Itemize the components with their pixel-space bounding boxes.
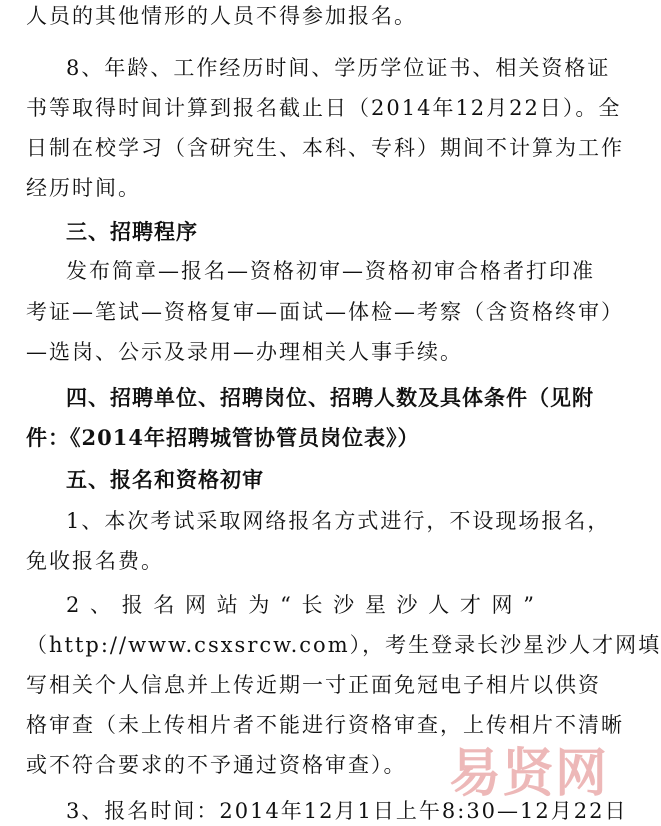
text-line-3: 书等取得时间计算到报名截止日（2014年12月22日）。全 [26,96,622,120]
text-line-19: 或不符合要求的不予通过资格审查）。 [26,753,407,777]
text-line-13: 1、本次考试采取网络报名方式进行，不设现场报名， [66,509,611,533]
text-line-7: 发布简章—报名—资格初审—资格初审合格者打印准 [66,259,595,283]
text-line-20: 3、报名时间：2014年12月1日上午8:30—12月22日 [66,799,628,823]
text-line-16: （http://www.csxsrcw.com），考生登录长沙星沙人才网填 [26,633,661,657]
text-line-18: 格审查（未上传相片者不能进行资格审查，上传相片不清晰 [26,713,624,737]
text-line-14: 免收报名费。 [26,549,164,573]
section-heading-5: 五、报名和资格初审 [66,467,264,492]
text-line-4: 日制在校学习（含研究生、本科、专科）期间不计算为工作 [26,136,624,160]
watermark-logo: 易贤网 [448,744,608,804]
section-heading-4: 四、招聘单位、招聘岗位、招聘人数及具体条件（见附 [66,385,594,410]
text-line-8: 考证—笔试—资格复审—面试—体检—考察（含资格终审） [26,300,624,324]
text-line-1: 人员的其他情形的人员不得参加报名。 [26,4,417,28]
text-line-2: 8、年龄、工作经历时间、学历学位证书、相关资格证 [66,56,611,80]
text-line-5: 经历时间。 [26,176,141,200]
text-line-17: 写相关个人信息并上传近期一寸正面免冠电子相片以供资 [26,673,601,697]
section-heading-3: 三、招聘程序 [66,219,198,244]
text-line-9: —选岗、公示及录用—办理相关人事手续。 [26,340,463,364]
text-line-15: 2 、 报 名 网 站 为 “ 长 沙 星 沙 人 才 网 ” [66,593,536,617]
section-heading-4-cont: 件：《2014年招聘城管协管员岗位表》） [26,425,420,450]
